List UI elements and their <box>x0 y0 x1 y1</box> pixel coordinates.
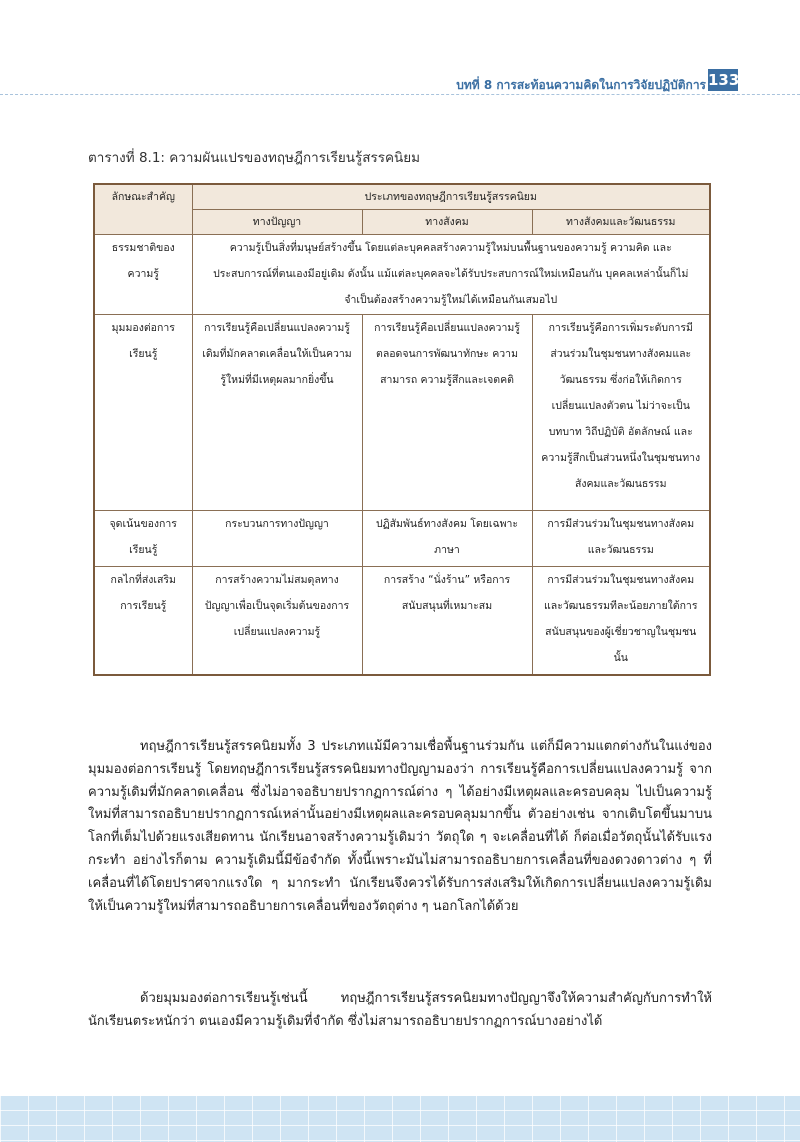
chapter-title: บทที่ 8 การสะท้อนความคิดในการวิจัยปฏิบัติการ <box>456 78 706 92</box>
header-divider <box>0 94 800 95</box>
table-row <box>94 315 710 511</box>
table-cell: การสร้างความไม่สมดุลทางปัญญาเพื่อเป็นจุดเริ่มต้นของการเปลี่ยนแปลงความรู้ <box>192 567 362 675</box>
running-header <box>0 64 800 104</box>
row-label: มุมมองต่อการเรียนรู้ <box>94 315 192 511</box>
table-row <box>94 235 710 315</box>
row-label: กลไกที่ส่งเสริมการเรียนรู้ <box>94 567 192 675</box>
table-cell: การเรียนรู้คือเปลี่ยนแปลงความรู้เดิมที่มักคลาดเคลื่อนให้เป็นความรู้ใหม่ที่มีเหตุผลมากยิ่งขึ้น <box>192 315 362 511</box>
footer-decoration <box>0 1096 800 1142</box>
table-cell: การเรียนรู้คือการเพิ่มระดับการมีส่วนร่วมในชุมชนทางสังคมและวัฒนธรรม ซึ่งก่อให้เกิดการเปลี่ยนแปลงตัวตน ไม่ว่าจะเป็นบทบาท วิถีปฏิบัติ อัตลักษณ์ และความรู้สึกเป็นส่วนหนึ่งในชุมชนทางสังคมและวัฒนธรรม <box>532 315 710 511</box>
body-paragraph-2: ด้วยมุมมองต่อการเรียนรู้เช่นนี้ ทฤษฎีการเรียนรู้สรรคนิยมทางปัญญาจึงให้ความสำคัญกับการทำให้นักเรียนตระหนักว่า ตนเองมีความรู้เดิมที่จำกัด ซึ่งไม่สามารถอธิบายปรากฏการณ์บางอย่างได้ <box>88 991 712 1029</box>
column-cognitive: ทางปัญญา <box>192 210 362 235</box>
table-caption: ตารางที่ 8.1: ความผันแปรของทฤษฎีการเรียนรู้สรรคนิยม <box>88 150 421 166</box>
row-label: ธรรมชาติของความรู้ <box>94 235 192 315</box>
column-sociocultural: ทางสังคมและวัฒนธรรม <box>532 210 710 235</box>
table-cell: ปฏิสัมพันธ์ทางสังคม โดยเฉพาะภาษา <box>362 511 532 567</box>
table-cell: การเรียนรู้คือเปลี่ยนแปลงความรู้ ตลอดจนการพัฒนาทักษะ ความสามารถ ความรู้สึกและเจตคติ <box>362 315 532 511</box>
body-paragraph-1: ทฤษฎีการเรียนรู้สรรคนิยมทั้ง 3 ประเภทแม้มีความเชื่อพื้นฐานร่วมกัน แต่ก็มีความแตกต่างกันในแง่ของมุมมองต่อการเรียนรู้ โดยทฤษฎีการเรียนรู้สรรคนิยมทางปัญญามองว่า การเรียนรู้คือการเปลี่ยนแปลงความรู้ จากความรู้เดิมที่มักคลาดเคลื่อน ซึ่งไม่อาจอธิบายปรากฏการณ์ต่าง ๆ ได้อย่างมีเหตุผลและครอบคลุม ไปเป็นความรู้ใหม่ที่สามารถอธิบายปรากฏการณ์เหล่านั้นอย่างมีเหตุผลและครอบคลุมมากขึ้น ตัวอย่างเช่น จากเติบโตขึ้นมาบนโลกที่เต็มไปด้วยแรงเสียดทาน นักเรียนอาจสร้างความรู้เดิมว่า วัตถุใด ๆ จะเคลื่อนที่ได้ ก็ต่อเมื่อวัตถุนั้นได้รับแรงกระทำ อย่างไรก็ตาม ความรู้เดิมนี้มีข้อจำกัด ทั้งนี้เพราะมันไม่สามารถอธิบายการเคลื่อนที่ของดวงดาวต่าง ๆ ที่เคลื่อนที่ได้โดยปราศจากแรงใด ๆ มากระทำ นักเรียนจึงควรได้รับการส่งเสริมให้เกิดการเปลี่ยนแปลงความรู้เดิมให้เป็นความรู้ใหม่ที่สามารถอธิบายการเคลื่อนที่ของวัตถุต่าง ๆ นอกโลกได้ด้วย <box>88 739 712 914</box>
header-key-features: ลักษณะสำคัญ <box>94 184 192 235</box>
constructivism-table <box>93 183 711 676</box>
table-row <box>94 567 710 675</box>
row-label: จุดเน้นของการเรียนรู้ <box>94 511 192 567</box>
merged-cell: ความรู้เป็นสิ่งที่มนุษย์สร้างขึ้น โดยแต่ละบุคคลสร้างความรู้ใหม่บนพื้นฐานของความรู้ ความคิด และประสบการณ์ที่ตนเองมีอยู่เดิม ดังนั้น แม้แต่ละบุคคลจะได้รับประสบการณ์ใหม่เหมือนกัน บุคคลเหล่านั้นก็ไม่จำเป็นต้องสร้างความรู้ใหม่ได้เหมือนกันเสมอไป <box>192 235 710 315</box>
column-social: ทางสังคม <box>362 210 532 235</box>
header-theory-types: ประเภทของทฤษฎีการเรียนรู้สรรคนิยม <box>192 184 710 210</box>
table-cell: กระบวนการทางปัญญา <box>192 511 362 567</box>
table-cell: การมีส่วนร่วมในชุมชนทางสังคมและวัฒนธรรมทีละน้อยภายใต้การสนับสนุนของผู้เชี่ยวชาญในชุมชนนั้น <box>532 567 710 675</box>
page-number: 133 <box>708 71 740 89</box>
table-cell: การมีส่วนร่วมในชุมชนทางสังคมและวัฒนธรรม <box>532 511 710 567</box>
table-cell: การสร้าง “นั่งร้าน” หรือการสนับสนุนที่เหมาะสม <box>362 567 532 675</box>
table-row <box>94 511 710 567</box>
